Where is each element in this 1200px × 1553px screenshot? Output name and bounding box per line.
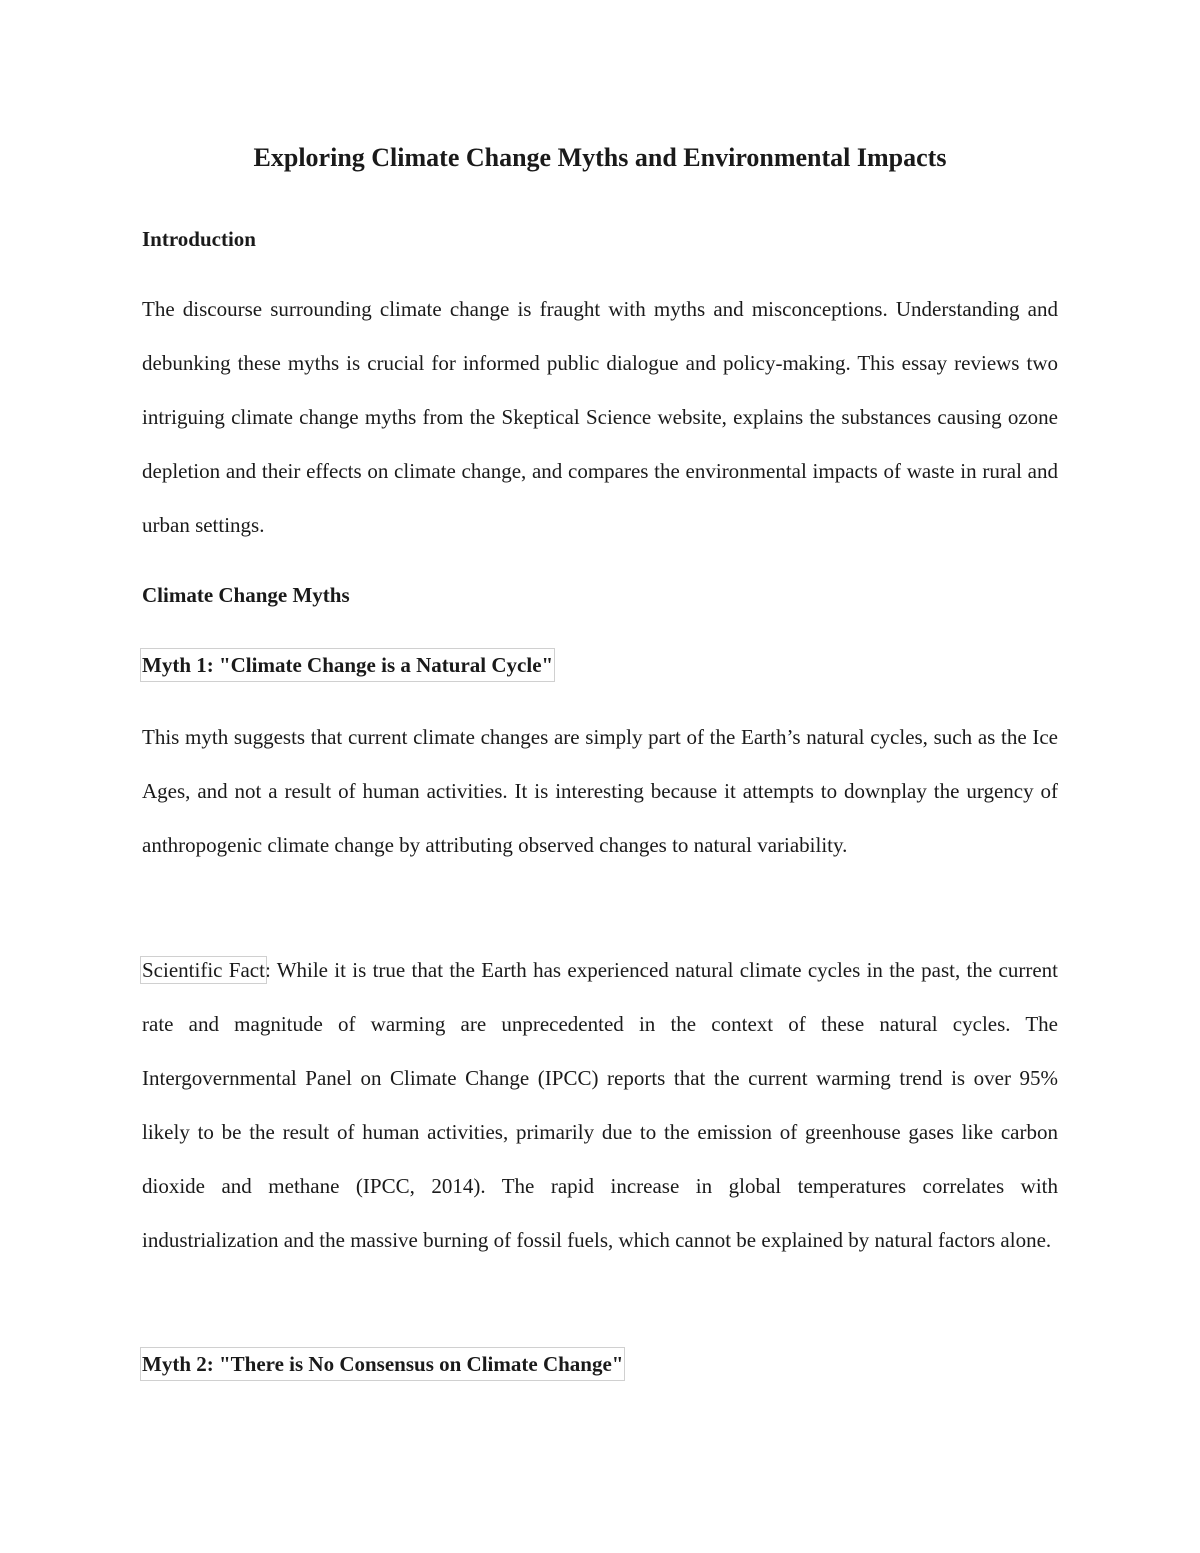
- scientific-fact-text: : While it is true that the Earth has experienced natural climate cycles in the past, the current rate and magnitude of warming are unprecedented in the context of these natural cycles. The Intergovernmental Panel on Climate Change (IPCC) reports that the current warming trend is over 95% likely to be the result of human activities, primarily due to the emission of greenhouse gases like carbon dioxide and methane (IPCC, 2014). The rapid increase in global temperatures correlates with industrialization and the massive burning of fossil fuels, which cannot be explained by natural factors alone.: [142, 958, 1058, 1252]
- myth-1-heading-text: Myth 1: "Climate Change is a Natural Cycle": [142, 650, 553, 680]
- myth-1-heading: [142, 650, 553, 680]
- myth-2-heading-text: Myth 2: "There is No Consensus on Climate Change": [142, 1349, 623, 1379]
- scientific-fact-paragraph: [142, 943, 1058, 1267]
- document-title: Exploring Climate Change Myths and Environmental Impacts: [253, 143, 947, 172]
- myth-1-paragraph: This myth suggests that current climate changes are simply part of the Earth’s natural cycles, such as the Ice Ages, and not a result of human activities. It is interesting because it attempts to downplay the urgency of anthropogenic climate change by attributing observed changes to natural variability.: [142, 725, 1058, 857]
- myth-2-heading: [142, 1349, 623, 1379]
- introduction-heading: Introduction: [142, 227, 256, 251]
- scientific-fact-label: Scientific Fact: [142, 958, 265, 982]
- introduction-paragraph: The discourse surrounding climate change is fraught with myths and misconceptions. Understanding and debunking these myths is crucial for informed public dialogue and policy-making. This essay reviews two intriguing climate change myths from the Skeptical Science website, explains the substances causing ozone depletion and their effects on climate change, and compares the environmental impacts of waste in rural and urban settings.: [142, 297, 1058, 537]
- climate-change-myths-heading: Climate Change Myths: [142, 583, 350, 607]
